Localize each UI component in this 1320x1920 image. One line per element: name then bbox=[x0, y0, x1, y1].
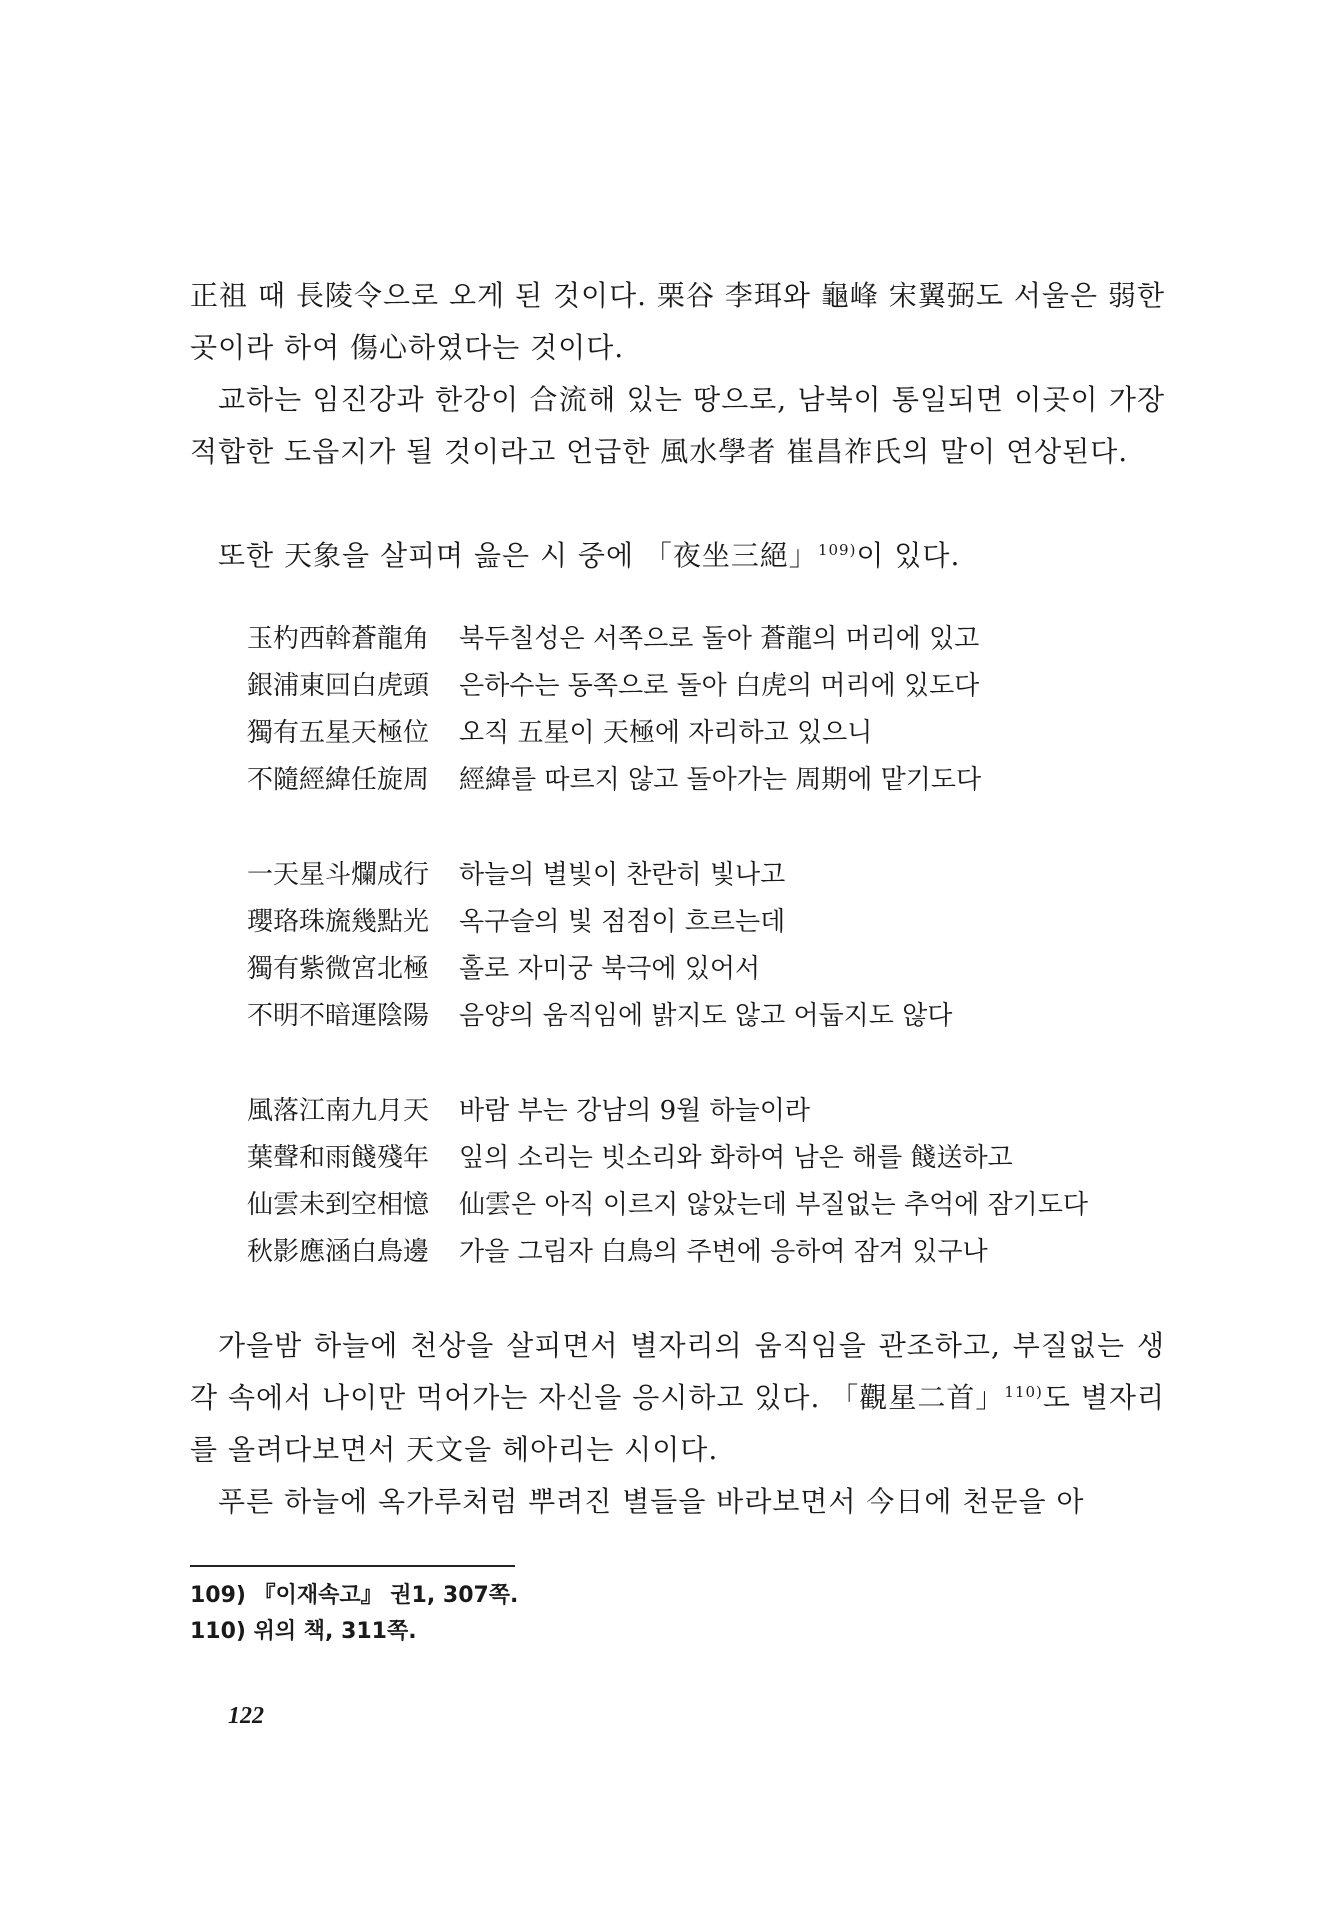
poem-translation: 經緯를 따르지 않고 돌아가는 周期에 맡기도다 bbox=[459, 765, 982, 795]
paragraph-3-text-after: 이 있다. bbox=[856, 539, 961, 572]
paragraph-3 bbox=[190, 530, 1165, 582]
paragraph-3-text-before: 또한 天象을 살피며 읊은 시 중에 「夜坐三絕」 bbox=[218, 539, 818, 572]
poem-line bbox=[247, 1090, 1167, 1137]
poem-translation: 하늘의 별빛이 찬란히 빛나고 bbox=[459, 860, 786, 890]
paragraph-4 bbox=[190, 1320, 1165, 1476]
poem-stanza-1 bbox=[247, 618, 1167, 806]
poem-line bbox=[247, 665, 1167, 712]
poem-line bbox=[247, 712, 1167, 759]
poem-translation: 바람 부는 강남의 9월 하늘이라 bbox=[459, 1096, 810, 1126]
poem-line bbox=[247, 618, 1167, 665]
paragraph-5 bbox=[190, 1476, 1165, 1528]
paragraph-4-text-before: 가을밤 하늘에 천상을 살피면서 별자리의 움직임을 관조하고, 부질없는 생각 속에서 나이만 먹어가는 자신을 응시하고 있다. 「觀星二首」 bbox=[190, 1329, 1165, 1414]
paragraph-1-text: 正祖 때 長陵令으로 오게 된 것이다. 栗谷 李珥와 龜峰 宋翼弼도 서울은 弱한 곳이라 하여 傷心하였다는 것이다. bbox=[190, 279, 1165, 364]
poem-line bbox=[247, 759, 1167, 806]
poem-line bbox=[247, 1137, 1167, 1184]
poem-translation: 북두칠성은 서쪽으로 돌아 蒼龍의 머리에 있고 bbox=[459, 624, 980, 654]
footnote-110: 110) 위의 책, 311쪽. bbox=[190, 1619, 417, 1644]
poem-translation: 오직 五星이 天極에 자리하고 있으니 bbox=[459, 718, 873, 748]
poem-hanja: 不明不暗運陰陽 bbox=[247, 1001, 430, 1031]
poem-translation: 음양의 움직임에 밝지도 않고 어둡지도 않다 bbox=[459, 1001, 953, 1031]
poem-hanja: 銀浦東回白虎頭 bbox=[247, 671, 430, 701]
poem-line bbox=[247, 948, 1167, 995]
poem-translation: 가을 그림자 白鳥의 주변에 응하여 잠겨 있구나 bbox=[459, 1237, 988, 1267]
footnote-ref-109: 109) bbox=[817, 541, 857, 559]
poem-hanja: 風落江南九月天 bbox=[247, 1096, 430, 1126]
poem-translation: 옥구슬의 빛 점점이 흐르는데 bbox=[459, 907, 786, 937]
poem-hanja: 玉杓西斡蒼龍角 bbox=[247, 624, 430, 654]
poem-translation: 은하수는 동쪽으로 돌아 白虎의 머리에 있도다 bbox=[459, 671, 980, 701]
poem-hanja: 葉聲和雨餞殘年 bbox=[247, 1143, 430, 1173]
poem-line bbox=[247, 995, 1167, 1042]
poem-stanza-3 bbox=[247, 1090, 1167, 1278]
paragraph-1 bbox=[190, 270, 1165, 374]
poem-hanja: 瓔珞珠旒幾點光 bbox=[247, 907, 430, 937]
poem-translation: 잎의 소리는 빗소리와 화하여 남은 해를 餞送하고 bbox=[459, 1143, 1013, 1173]
page-number: 122 bbox=[228, 1703, 264, 1729]
poem-hanja: 獨有五星天極位 bbox=[247, 718, 430, 748]
paragraph-2 bbox=[190, 374, 1165, 478]
poem-line bbox=[247, 854, 1167, 901]
footnote-ref-110: 110) bbox=[1004, 1383, 1043, 1401]
footnotes bbox=[190, 1578, 518, 1650]
poem-line bbox=[247, 901, 1167, 948]
paragraph-4-text-after: 도 별자리를 올려다보면서 天文을 헤아리는 시이다. bbox=[190, 1381, 1166, 1466]
footnote-divider bbox=[190, 1565, 515, 1567]
paragraph-2-text: 교하는 임진강과 한강이 合流해 있는 땅으로, 남북이 통일되면 이곳이 가장 적합한 도읍지가 될 것이라고 언급한 風水學者 崔昌祚氏의 말이 연상된다. bbox=[190, 383, 1165, 468]
poem-hanja: 一天星斗爛成行 bbox=[247, 860, 430, 890]
poem-line bbox=[247, 1231, 1167, 1278]
poem-stanza-2 bbox=[247, 854, 1167, 1042]
poem-line bbox=[247, 1184, 1167, 1231]
poem-translation: 홀로 자미궁 북극에 있어서 bbox=[459, 954, 761, 984]
poem-translation: 仙雲은 아직 이르지 않았는데 부질없는 추억에 잠기도다 bbox=[459, 1190, 1089, 1220]
poem-hanja: 獨有紫微宮北極 bbox=[247, 954, 430, 984]
footnote-109: 109) 『이재속고』 권1, 307쪽. bbox=[190, 1583, 519, 1608]
poem-hanja: 不隨經緯任旋周 bbox=[247, 765, 430, 795]
poem-hanja: 秋影應涵白鳥邊 bbox=[247, 1237, 430, 1267]
poem-hanja: 仙雲未到空相憶 bbox=[247, 1190, 430, 1220]
paragraph-5-text: 푸른 하늘에 옥가루처럼 뿌려진 별들을 바라보면서 今日에 천문을 아 bbox=[218, 1485, 1085, 1518]
